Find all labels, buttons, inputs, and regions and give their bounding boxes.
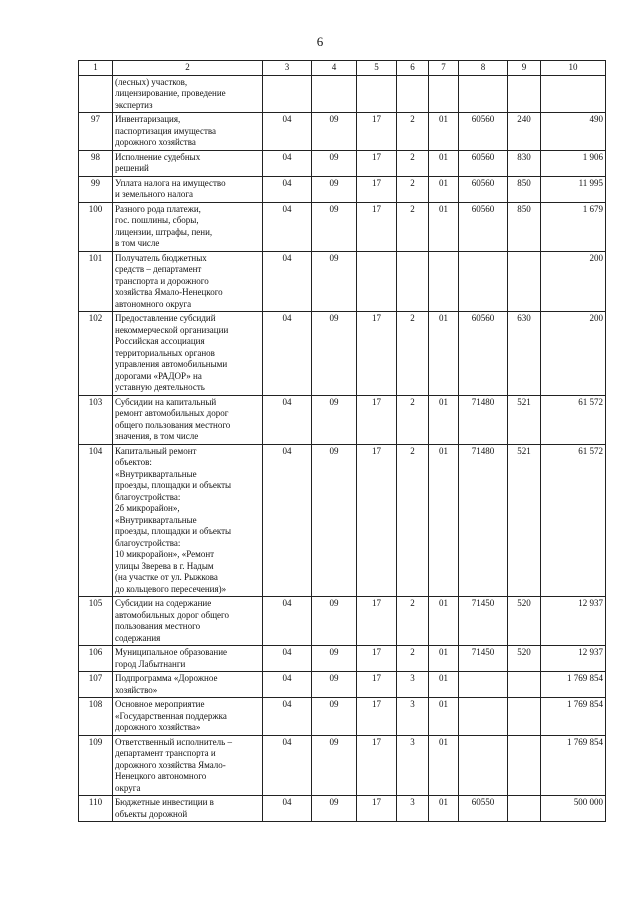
code-cell	[508, 698, 541, 736]
code-cell: 09	[312, 150, 357, 176]
item-name-cell: Разного рода платежи, гос. пошлины, сборы, лицензии, штрафы, пени, в том числе	[113, 202, 263, 251]
code-cell: 04	[263, 672, 312, 698]
table-row	[79, 597, 606, 646]
code-cell: 17	[357, 698, 397, 736]
table-row	[79, 646, 606, 672]
amount-cell: 1 769 854	[541, 672, 606, 698]
row-number-cell: 110	[79, 796, 113, 822]
table-row	[79, 735, 606, 796]
code-cell: 2	[397, 202, 429, 251]
code-cell: 17	[357, 113, 397, 151]
table-body	[79, 75, 606, 822]
row-number-cell: 106	[79, 646, 113, 672]
amount-cell: 490	[541, 113, 606, 151]
amount-cell: 1 906	[541, 150, 606, 176]
column-header: 3	[263, 61, 312, 76]
code-cell: 17	[357, 150, 397, 176]
code-cell	[459, 75, 508, 113]
page-number: 6	[316, 34, 324, 49]
code-cell: 09	[312, 735, 357, 796]
code-cell: 60560	[459, 113, 508, 151]
code-cell: 09	[312, 698, 357, 736]
row-number-cell	[79, 75, 113, 113]
code-cell: 520	[508, 646, 541, 672]
table-row	[79, 176, 606, 202]
code-cell	[357, 251, 397, 312]
amount-cell: 500 000	[541, 796, 606, 822]
code-cell: 60550	[459, 796, 508, 822]
code-cell: 71480	[459, 444, 508, 597]
code-cell: 17	[357, 312, 397, 396]
amount-cell: 1 769 854	[541, 698, 606, 736]
code-cell: 2	[397, 646, 429, 672]
row-number-cell: 109	[79, 735, 113, 796]
row-number-cell: 97	[79, 113, 113, 151]
code-cell: 2	[397, 597, 429, 646]
code-cell: 17	[357, 796, 397, 822]
amount-cell: 12 937	[541, 597, 606, 646]
code-cell	[459, 735, 508, 796]
code-cell: 09	[312, 646, 357, 672]
code-cell: 04	[263, 251, 312, 312]
table-row	[79, 202, 606, 251]
code-cell: 71450	[459, 646, 508, 672]
code-cell: 17	[357, 646, 397, 672]
code-cell: 01	[429, 113, 459, 151]
code-cell: 09	[312, 672, 357, 698]
code-cell: 2	[397, 312, 429, 396]
code-cell	[459, 698, 508, 736]
item-name-cell: Субсидии на капитальный ремонт автомобильных дорог общего пользования местного значения, в том числе	[113, 395, 263, 444]
item-name-cell: Исполнение судебных решений	[113, 150, 263, 176]
code-cell: 09	[312, 176, 357, 202]
item-name-cell: Получатель бюджетных средств – департамент транспорта и дорожного хозяйства Ямало-Ненецкого автономного округа	[113, 251, 263, 312]
item-name-cell: Уплата налога на имущество и земельного налога	[113, 176, 263, 202]
code-cell: 3	[397, 672, 429, 698]
code-cell: 830	[508, 150, 541, 176]
code-cell: 04	[263, 796, 312, 822]
code-cell: 01	[429, 444, 459, 597]
code-cell: 04	[263, 150, 312, 176]
table-row	[79, 672, 606, 698]
code-cell	[459, 672, 508, 698]
amount-cell	[541, 75, 606, 113]
code-cell: 04	[263, 597, 312, 646]
table-row	[79, 75, 606, 113]
amount-cell: 11 995	[541, 176, 606, 202]
code-cell	[508, 735, 541, 796]
row-number-cell: 100	[79, 202, 113, 251]
table-row	[79, 796, 606, 822]
code-cell	[459, 251, 508, 312]
item-name-cell: (лесных) участков, лицензирование, проведение экспертиз	[113, 75, 263, 113]
code-cell: 17	[357, 202, 397, 251]
column-header: 2	[113, 61, 263, 76]
code-cell: 17	[357, 395, 397, 444]
code-cell: 01	[429, 202, 459, 251]
code-cell: 01	[429, 646, 459, 672]
code-cell	[397, 251, 429, 312]
code-cell: 09	[312, 251, 357, 312]
code-cell: 01	[429, 735, 459, 796]
code-cell: 2	[397, 444, 429, 597]
column-header: 7	[429, 61, 459, 76]
item-name-cell: Бюджетные инвестиции в объекты дорожной	[113, 796, 263, 822]
code-cell: 09	[312, 597, 357, 646]
code-cell: 17	[357, 176, 397, 202]
table-row	[79, 698, 606, 736]
code-cell: 04	[263, 312, 312, 396]
code-cell: 850	[508, 176, 541, 202]
amount-cell: 200	[541, 312, 606, 396]
column-header: 6	[397, 61, 429, 76]
code-cell	[312, 75, 357, 113]
item-name-cell: Муниципальное образование город Лабытнанги	[113, 646, 263, 672]
code-cell: 01	[429, 150, 459, 176]
code-cell: 04	[263, 113, 312, 151]
column-header: 9	[508, 61, 541, 76]
code-cell: 3	[397, 796, 429, 822]
row-number-cell: 108	[79, 698, 113, 736]
code-cell: 3	[397, 735, 429, 796]
row-number-cell: 98	[79, 150, 113, 176]
code-cell: 521	[508, 444, 541, 597]
code-cell	[508, 75, 541, 113]
code-cell	[508, 796, 541, 822]
code-cell: 521	[508, 395, 541, 444]
code-cell: 04	[263, 646, 312, 672]
code-cell: 01	[429, 796, 459, 822]
code-cell: 17	[357, 597, 397, 646]
code-cell	[263, 75, 312, 113]
code-cell	[508, 672, 541, 698]
code-cell: 60560	[459, 176, 508, 202]
code-cell: 09	[312, 113, 357, 151]
row-number-cell: 104	[79, 444, 113, 597]
column-header: 4	[312, 61, 357, 76]
code-cell: 17	[357, 672, 397, 698]
code-cell	[429, 75, 459, 113]
table-row	[79, 444, 606, 597]
table-row	[79, 150, 606, 176]
code-cell: 850	[508, 202, 541, 251]
code-cell	[357, 75, 397, 113]
header-row	[79, 61, 606, 76]
code-cell: 09	[312, 312, 357, 396]
code-cell: 01	[429, 395, 459, 444]
amount-cell: 61 572	[541, 444, 606, 597]
row-number-cell: 102	[79, 312, 113, 396]
row-number-cell: 107	[79, 672, 113, 698]
code-cell: 520	[508, 597, 541, 646]
code-cell: 04	[263, 698, 312, 736]
code-cell: 01	[429, 312, 459, 396]
row-number-cell: 105	[79, 597, 113, 646]
code-cell: 60560	[459, 150, 508, 176]
code-cell	[397, 75, 429, 113]
item-name-cell: Подпрограмма «Дорожное хозяйство»	[113, 672, 263, 698]
table-row	[79, 395, 606, 444]
table-row	[79, 251, 606, 312]
code-cell: 09	[312, 796, 357, 822]
code-cell: 04	[263, 735, 312, 796]
code-cell	[508, 251, 541, 312]
column-header: 1	[79, 61, 113, 76]
item-name-cell: Субсидии на содержание автомобильных дорог общего пользования местного содержания	[113, 597, 263, 646]
row-number-cell: 99	[79, 176, 113, 202]
code-cell: 09	[312, 444, 357, 597]
column-header: 5	[357, 61, 397, 76]
column-header: 10	[541, 61, 606, 76]
budget-table	[78, 60, 606, 822]
code-cell: 01	[429, 698, 459, 736]
code-cell: 17	[357, 735, 397, 796]
item-name-cell: Капитальный ремонт объектов: «Внутриквартальные проезды, площадки и объекты благоустройства: 2б микрорайон», «Внутриквартальные проезды, площадки и объекты благоустройства: 10 микрорайон», «Ремонт улицы Зверева в г. Надым (на участке от ул. Рыжкова до кольцевого пересечения)»	[113, 444, 263, 597]
code-cell: 01	[429, 672, 459, 698]
table-row	[79, 312, 606, 396]
row-number-cell: 103	[79, 395, 113, 444]
code-cell: 2	[397, 113, 429, 151]
item-name-cell: Основное мероприятие «Государственная поддержка дорожного хозяйства»	[113, 698, 263, 736]
code-cell: 09	[312, 202, 357, 251]
amount-cell: 12 937	[541, 646, 606, 672]
amount-cell: 1 769 854	[541, 735, 606, 796]
code-cell: 71480	[459, 395, 508, 444]
code-cell: 04	[263, 176, 312, 202]
code-cell: 01	[429, 176, 459, 202]
row-number-cell: 101	[79, 251, 113, 312]
code-cell: 3	[397, 698, 429, 736]
code-cell: 2	[397, 150, 429, 176]
column-header: 8	[459, 61, 508, 76]
code-cell: 01	[429, 597, 459, 646]
code-cell: 04	[263, 444, 312, 597]
item-name-cell: Ответственный исполнитель – департамент транспорта и дорожного хозяйства Ямало- Ненецкого автономного округа	[113, 735, 263, 796]
amount-cell: 1 679	[541, 202, 606, 251]
amount-cell: 61 572	[541, 395, 606, 444]
code-cell	[429, 251, 459, 312]
item-name-cell: Предоставление субсидий некоммерческой организации Российская ассоциация территориальных органов управления автомобильными дорогами «РАДОР» на уставную деятельность	[113, 312, 263, 396]
code-cell: 630	[508, 312, 541, 396]
code-cell: 240	[508, 113, 541, 151]
code-cell: 2	[397, 176, 429, 202]
code-cell: 60560	[459, 202, 508, 251]
amount-cell: 200	[541, 251, 606, 312]
code-cell: 04	[263, 202, 312, 251]
code-cell: 09	[312, 395, 357, 444]
code-cell: 2	[397, 395, 429, 444]
code-cell: 60560	[459, 312, 508, 396]
code-cell: 71450	[459, 597, 508, 646]
table-row	[79, 113, 606, 151]
item-name-cell: Инвентаризация, паспортизация имущества дорожного хозяйства	[113, 113, 263, 151]
code-cell: 04	[263, 395, 312, 444]
code-cell: 17	[357, 444, 397, 597]
